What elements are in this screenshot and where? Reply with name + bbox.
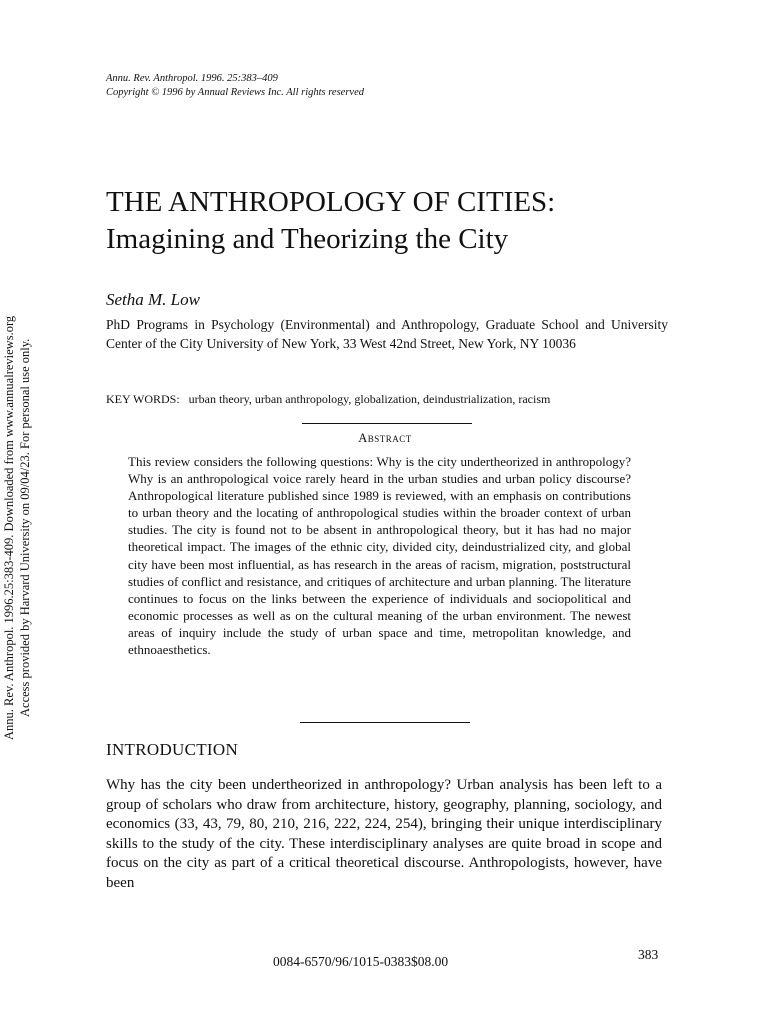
keywords [106, 391, 706, 407]
page-number: 383 [638, 947, 659, 962]
abstract-text: This review considers the following questions: Why is the city undertheorized in anthropology? Why is an anthropological voice rarely heard in the urban studies and urban policy discourse? Anthropological literature published since 1989 is reviewed, with an emphasis on contributions to urban theory and the locating of anthropological studies within the broader context of urban studies. The city is found not to be absent in anthropological theory, but it has had no major theoretical impact. The images of the ethnic city, divided city, deindustrialized city, and global city have been most influential, as has research in the areas of racism, migration, poststructural studies of conflict and resistance, and critiques of architecture and urban planning. The literature continues to focus on the links between the experience of individuals and sociopolitical and economic processes as well as on the cultural meaning of the urban environment. The newest areas of inquiry include the study of urban space and time, metropolitan knowledge, and ethnoaesthetics. [128, 454, 631, 658]
download-notice-line-2: Access provided by Harvard University on 09/04/23. For personal use only. [18, 338, 32, 717]
abstract-bottom-rule [300, 722, 470, 723]
journal-header [106, 72, 364, 100]
abstract-heading-text: Abstract [358, 431, 412, 445]
download-notice-line-1: Annu. Rev. Anthropol. 1996.25:383-409. Downloaded from www.annualreviews.org [2, 315, 16, 740]
author-name: Setha M. Low [106, 290, 200, 309]
keywords-label: KEY WORDS: [106, 392, 180, 406]
journal-copyright: Copyright © 1996 by Annual Reviews Inc. All rights reserved [106, 87, 364, 98]
article-title-line-1: THE ANTHROPOLOGY OF CITIES: [106, 186, 556, 218]
introduction-paragraph: Why has the city been undertheorized in anthropology? Urban analysis has been left to a group of scholars who draw from architecture, history, geography, planning, sociology, and economics (33, 43, 79, 80, 210, 216, 222, 224, 254), bringing their unique interdisciplinary skills to the study of the city. These interdisciplinary analyses are quite broad in scope and focus on the city as part of a critical theoretical discourse. Anthropologists, however, have been [106, 777, 662, 891]
article-subtitle: Imagining and Theorizing the City [106, 223, 509, 255]
journal-citation: Annu. Rev. Anthropol. 1996. 25:383–409 [106, 73, 278, 84]
article-code: 0084-6570/96/1015-0383$08.00 [273, 954, 449, 969]
section-heading-introduction: INTRODUCTION [106, 740, 239, 759]
keywords-terms: urban theory, urban anthropology, globalization, deindustrialization, racism [188, 392, 551, 406]
article-title [106, 184, 706, 258]
abstract-heading [300, 431, 470, 446]
abstract-top-rule [302, 423, 472, 424]
author-affiliation: PhD Programs in Psychology (Environmental) and Anthropology, Graduate School and University Center of the City University of New York, 33 West 42nd Street, New York, NY 10036 [106, 317, 668, 351]
